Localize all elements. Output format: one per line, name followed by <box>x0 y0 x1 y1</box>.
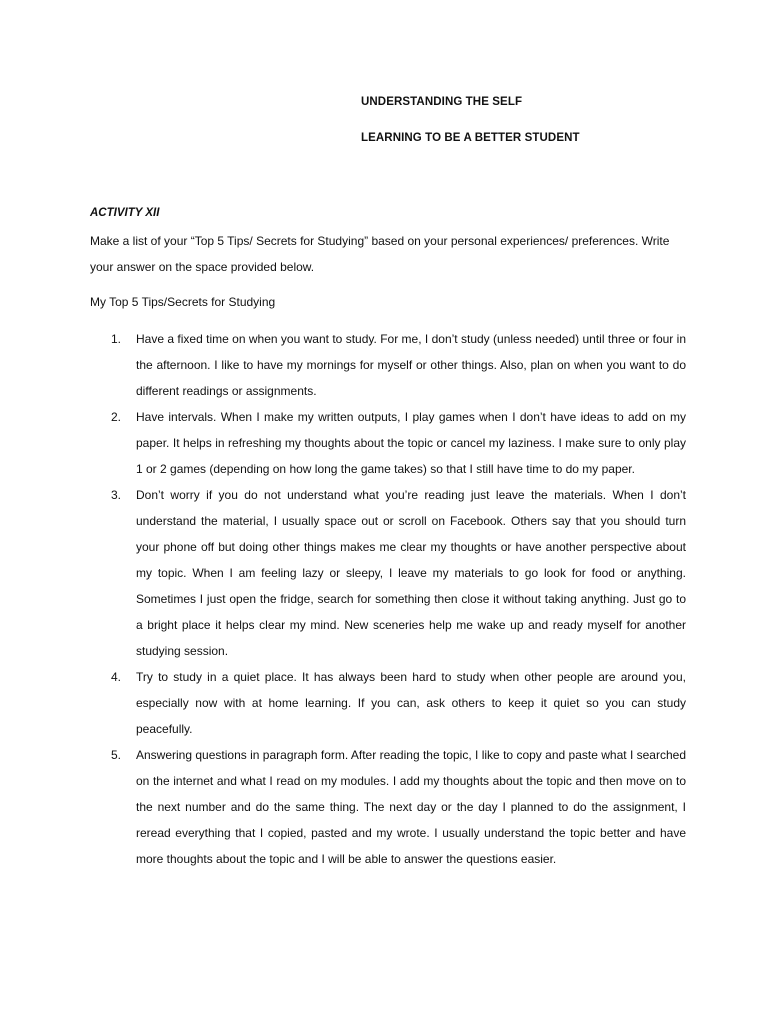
instructions-paragraph: Make a list of your “Top 5 Tips/ Secrets for Studying” based on your personal experiences/ preferences. Write your answer on the space provided below. <box>90 234 670 274</box>
list-item <box>90 482 686 664</box>
tips-list <box>90 326 686 872</box>
list-item-text: Have a fixed time on when you want to study. For me, I don’t study (unless needed) until three or four in the afternoon. I like to have my mornings for myself or other things. Also, plan on when you want to do different readings or assignments. <box>136 332 686 398</box>
list-item-number: 5. <box>111 748 122 762</box>
list-item-number: 1. <box>111 332 122 346</box>
list-item <box>90 326 686 404</box>
list-item <box>90 742 686 872</box>
list-item-number: 2. <box>111 410 122 424</box>
list-item-number: 3. <box>111 488 122 502</box>
list-item-text: Try to study in a quiet place. It has always been hard to study when other people are around you, especially now with at home learning. If you can, ask others to keep it quiet so you can study peacefully. <box>136 670 686 736</box>
list-item-text: Have intervals. When I make my written outputs, I play games when I don’t have ideas to add on my paper. It helps in refreshing my thoughts about the topic or cancel my laziness. I make sure to only play 1 or 2 games (depending on how long the game takes) so that I still have time to do my paper. <box>136 410 686 476</box>
document-title: UNDERSTANDING THE SELF <box>361 96 523 108</box>
list-heading: My Top 5 Tips/Secrets for Studying <box>90 295 276 309</box>
list-item-text: Answering questions in paragraph form. After reading the topic, I like to copy and paste what I searched on the internet and what I read on my modules. I add my thoughts about the topic and then move on to the next number and do the same thing. The next day or the day I planned to do the assignment, I reread everything that I copied, pasted and my wrote. I usually understand the topic better and have more thoughts about the topic and I will be able to answer the questions easier. <box>136 748 686 866</box>
document-subtitle: LEARNING TO BE A BETTER STUDENT <box>361 132 580 144</box>
list-item <box>90 664 686 742</box>
activity-label: ACTIVITY XII <box>90 207 160 219</box>
list-item-number: 4. <box>111 670 122 684</box>
list-item-text: Don’t worry if you do not understand what you’re reading just leave the materials. When I don’t understand the material, I usually space out or scroll on Facebook. Others say that you should turn your phone off but doing other things makes me clear my thoughts or have another perspective about my topic. When I am feeling lazy or sleepy, I leave my materials to go look for food or anything. Sometimes I just open the fridge, search for something then close it without taking anything. Just go to a bright place it helps clear my mind. New sceneries help me wake up and ready myself for another studying session. <box>136 488 686 658</box>
list-item <box>90 404 686 482</box>
